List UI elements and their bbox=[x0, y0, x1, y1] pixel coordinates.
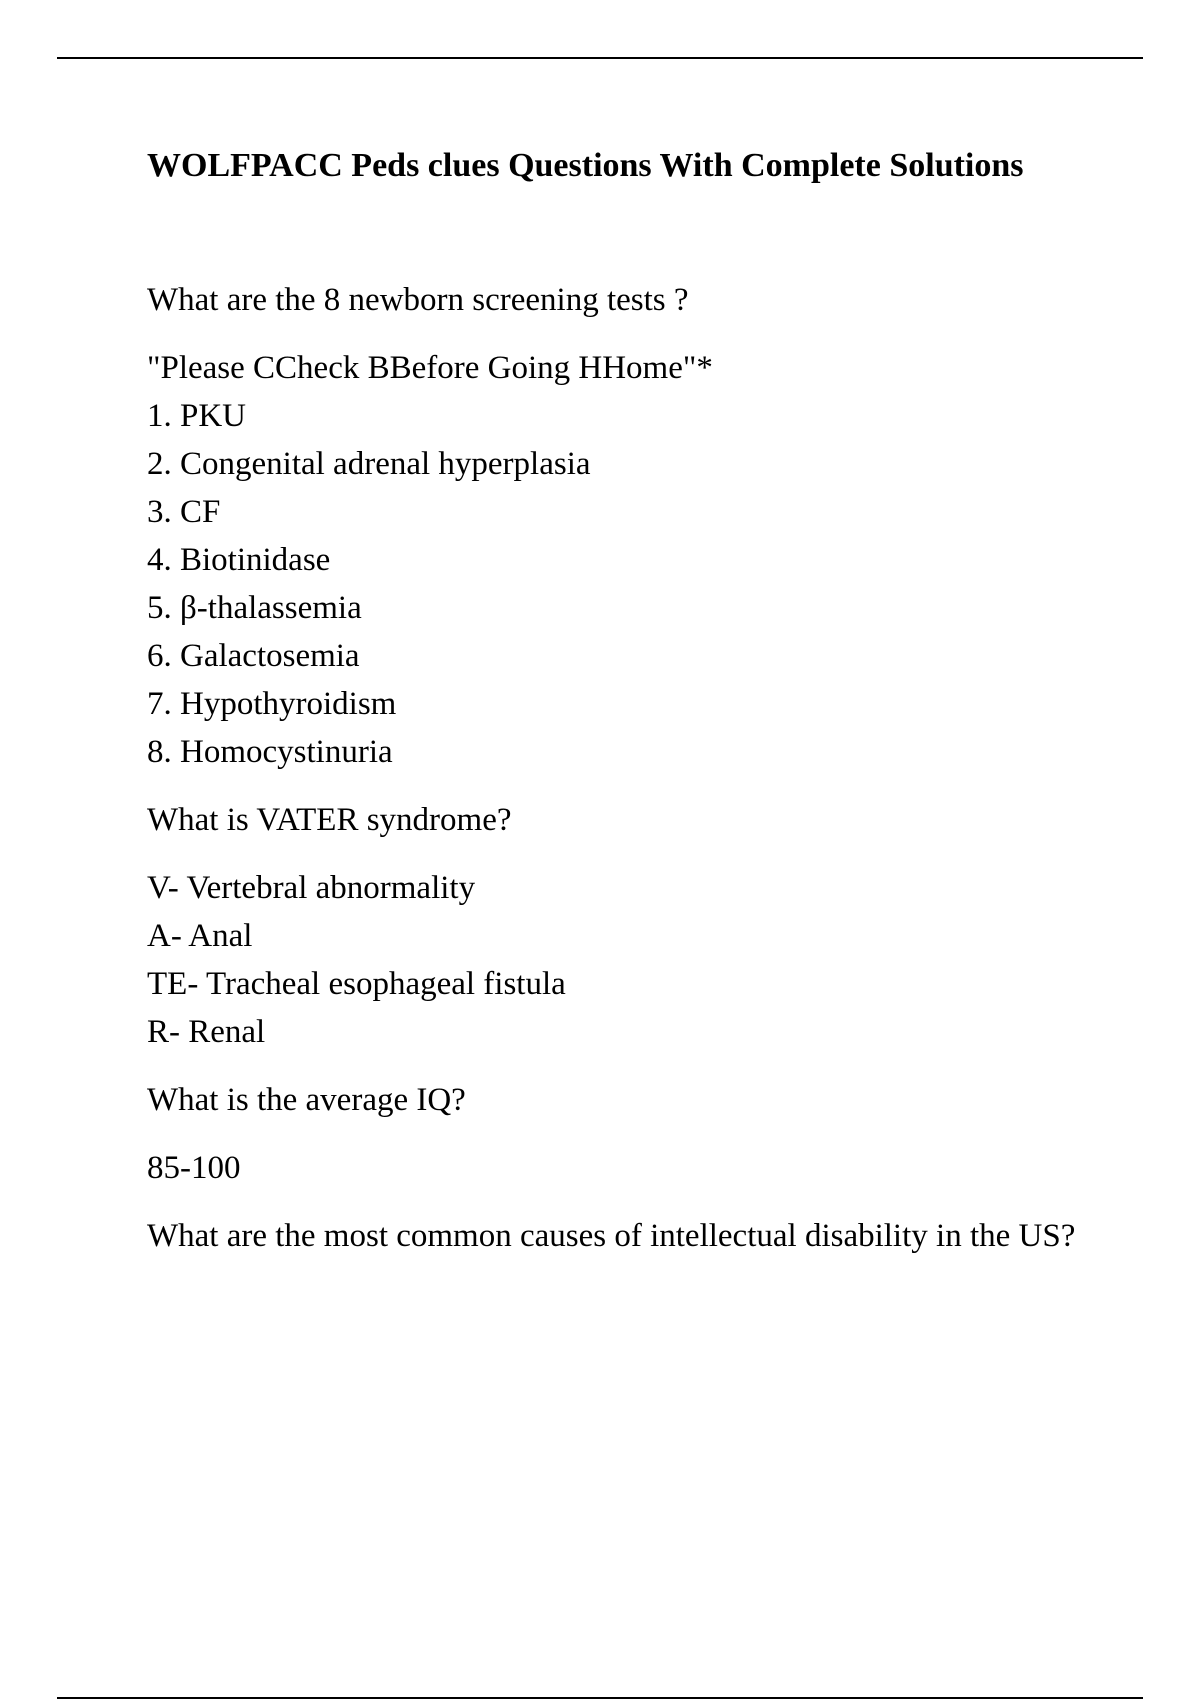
qa-item bbox=[147, 1076, 1087, 1192]
answer-line: "Please CCheck BBefore Going HHome"* bbox=[147, 350, 713, 386]
question-text: What is VATER syndrome? bbox=[147, 802, 512, 838]
answer-text bbox=[147, 1144, 1087, 1192]
qa-item bbox=[147, 276, 1087, 776]
answer-line: 2. Congenital adrenal hyperplasia bbox=[147, 446, 591, 482]
question-text: What is the average IQ? bbox=[147, 1082, 466, 1118]
answer-line: TE- Tracheal esophageal fistula bbox=[147, 966, 566, 1002]
answer-line: 1. PKU bbox=[147, 398, 247, 434]
answer-line: 3. CF bbox=[147, 494, 221, 530]
answer-line: A- Anal bbox=[147, 918, 253, 954]
answer-line: V- Vertebral abnormality bbox=[147, 870, 476, 906]
answer-line: R- Renal bbox=[147, 1014, 266, 1050]
question-text: What are the 8 newborn screening tests ? bbox=[147, 282, 689, 318]
answer-text bbox=[147, 344, 1087, 776]
qa-item bbox=[147, 796, 1087, 1056]
answer-line: 7. Hypothyroidism bbox=[147, 686, 397, 722]
answer-text bbox=[147, 864, 1087, 1056]
top-rule bbox=[57, 57, 1143, 59]
answer-line: 6. Galactosemia bbox=[147, 638, 360, 674]
answer-line: 8. Homocystinuria bbox=[147, 734, 393, 770]
bottom-rule bbox=[57, 1697, 1143, 1699]
question-text: What are the most common causes of intellectual disability in the US? bbox=[147, 1218, 1076, 1254]
answer-line: 85-100 bbox=[147, 1150, 241, 1186]
qa-item bbox=[147, 1212, 1087, 1260]
document-title: WOLFPACC Peds clues Questions With Complete Solutions bbox=[147, 147, 1024, 184]
answer-line: 4. Biotinidase bbox=[147, 542, 331, 578]
answer-line: 5. β-thalassemia bbox=[147, 590, 362, 626]
document-body bbox=[147, 142, 1087, 1280]
